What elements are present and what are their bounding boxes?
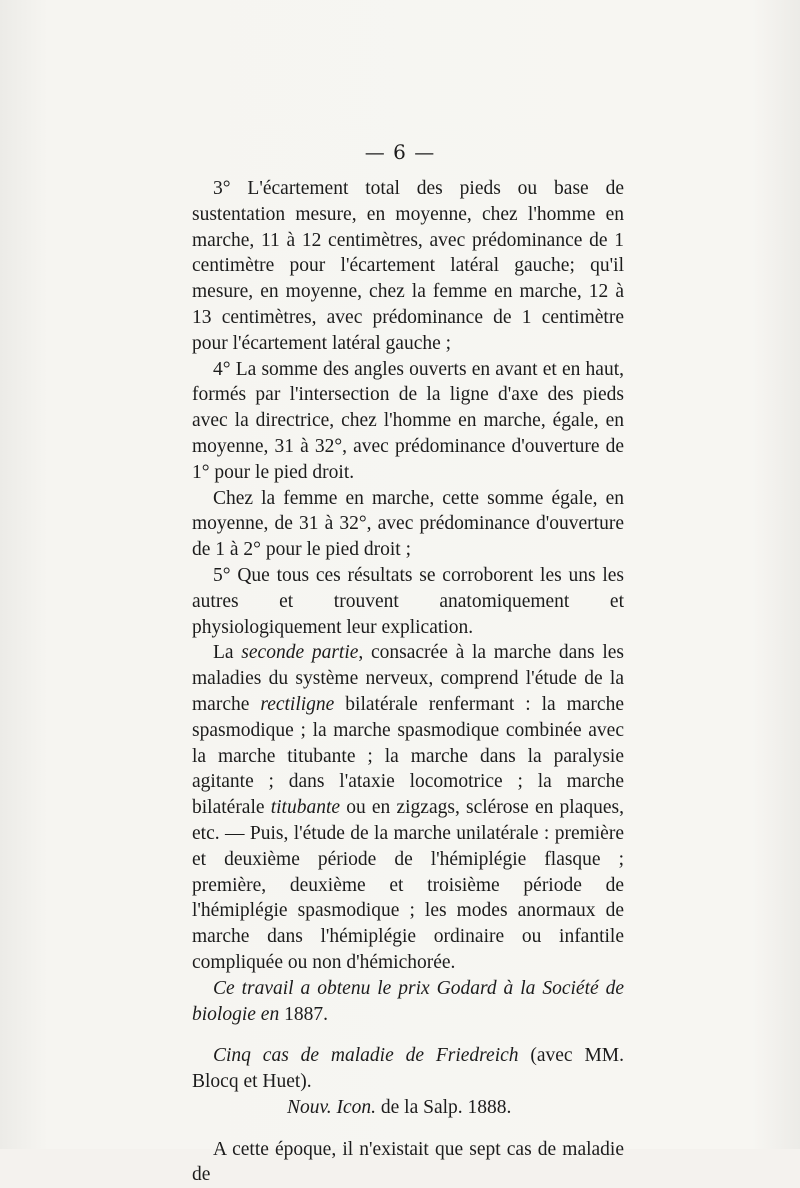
paragraph-final: A cette époque, il n'existait que sept cas de maladie de	[192, 1138, 624, 1186]
italic-run: Ce travail a obtenu le prix Godard à la Société de biologie en	[192, 977, 624, 1025]
paragraph-seconde-partie	[192, 640, 624, 975]
reference-title: Cinq cas de maladie de Friedreich	[213, 1045, 519, 1067]
paragraph-3: 3° L'écartement total des pieds ou base de sustentation mesure, en moyenne, chez l'homme en marche, 11 à 12 centimètres, avec prédominance de 1 centimètre pour l'écartement latéral gauche; qu'il mesure, en moyenne, chez la femme en marche, 12 à 13 centimètres, avec prédominance de 1 centimètre pour l'écartement latéral gauche ;	[192, 178, 624, 354]
bibliographic-reference	[192, 1043, 624, 1120]
journal-details: de la Salp. 1888.	[376, 1096, 512, 1118]
body-text	[192, 176, 624, 1188]
text-run: La	[213, 642, 242, 664]
text-run: bilatérale renfermant : la marche spasmodique ; la marche spasmodique combinée avec la marche titubante ; la marche dans la paralysie agitante ; dans l'ataxie locomotrice ; la marche bilatérale	[192, 693, 624, 819]
reference-authors: (avec MM. Blocq et Huet).	[192, 1045, 624, 1093]
prize-note	[192, 976, 624, 1028]
paragraph-femme: Chez la femme en marche, cette somme égale, en moyenne, de 31 à 32°, avec prédominance d'ouverture de 1 à 2° pour le pied droit ;	[192, 487, 624, 561]
italic-run: rectiligne	[260, 693, 335, 715]
text-run: ou en zigzags, sclérose en plaques, etc. — Puis, l'étude de la marche unilatérale : première et deuxième période de l'hémiplégie flasque ; première, deuxième et troisième période de l'hémiplégie spasmodique ; les modes anormaux de marche dans l'hémiplégie ordinaire ou infantile compliquée ou non d'hémichorée.	[192, 797, 624, 973]
italic-run: seconde partie	[241, 642, 359, 664]
italic-run: titubante	[270, 797, 341, 819]
reference-source	[192, 1095, 624, 1121]
paragraph-5: 5° Que tous ces résultats se corroborent les uns les autres et trouvent anatomiquement et physiologiquement leur explication.	[192, 564, 624, 638]
text-run: , consacrée à la marche dans les maladies du système nerveux, comprend l'étude de la marche	[192, 642, 624, 715]
paragraph-4: 4° La somme des angles ouverts en avant et en haut, formés par l'intersection de la ligne d'axe des pieds avec la directrice, chez l'homme en marche, égale, en moyenne, 31 à 32°, avec prédominance d'ouverture de 1° pour le pied droit.	[192, 358, 624, 483]
text-run: 1887.	[284, 1003, 328, 1025]
page-number: — 6 —	[364, 140, 436, 164]
journal-name: Nouv. Icon.	[287, 1096, 376, 1118]
